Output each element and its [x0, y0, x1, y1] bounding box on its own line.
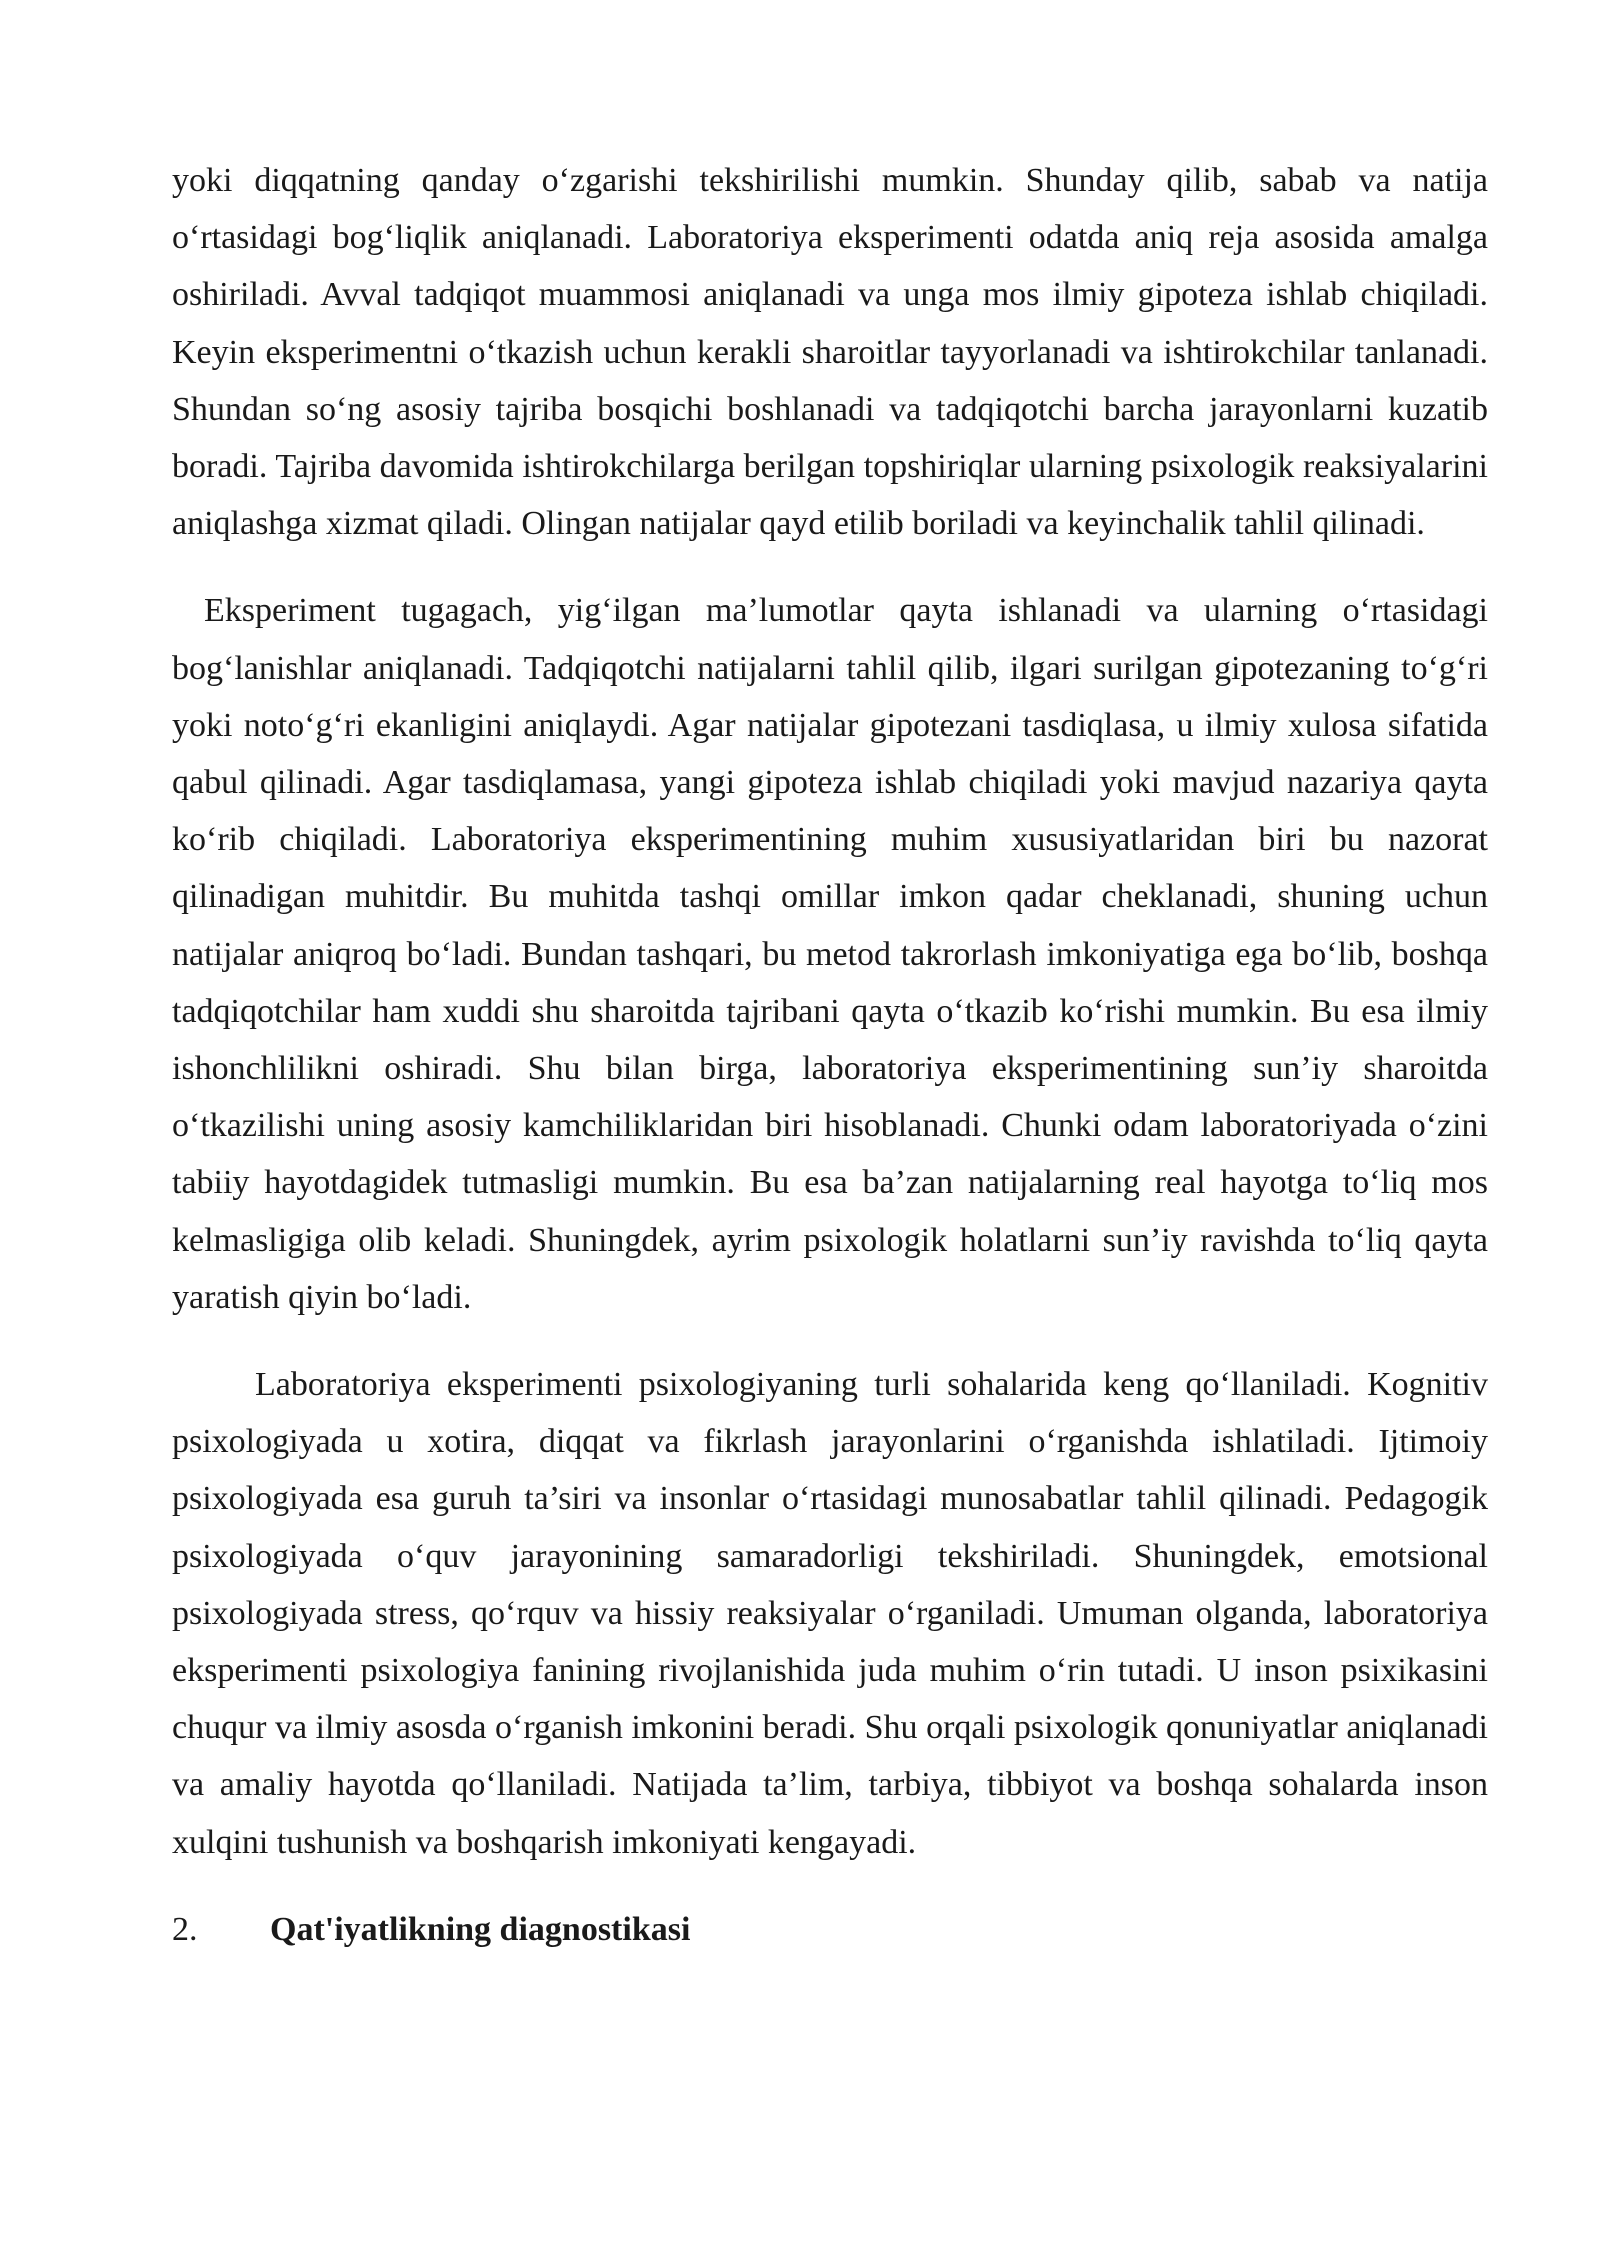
document-page — [172, 152, 1488, 1958]
section-number: 2. — [172, 1910, 198, 1948]
section-heading — [172, 1901, 1488, 1958]
body-paragraph-3: Laboratoriya eksperimenti psixologiyaning turli sohalarida keng qo‘llaniladi. Kognitiv psixologiyada u xotira, diqqat va fikrlash jarayonlarini o‘rganishda ishlatiladi. Ijtimoiy psixologiyada esa guruh ta’siri va insonlar o‘rtasidagi munosabatlar tahlil qilinadi. Pedagogik psixologiyada o‘quv jarayonining samaradorligi tekshiriladi. Shuningdek, emotsional psixologiyada stress, qo‘rquv va hissiy reaksiyalar o‘rganiladi. Umuman olganda, laboratoriya eksperimenti psixologiya fanining rivojlanishida juda muhim o‘rin tutadi. U inson psixikasini chuqur va ilmiy asosda o‘rganish imkonini beradi. Shu orqali psixologik qonuniyatlar aniqlanadi va amaliy hayotda qo‘llaniladi. Natijada ta’lim, tarbiya, tibbiyot va boshqa sohalarda inson xulqini tushunish va boshqarish imkoniyati kengayadi. — [172, 1366, 1488, 1861]
section-title: Qat'iyatlikning diagnostikasi — [270, 1910, 691, 1948]
body-paragraph-2: Eksperiment tugagach, yig‘ilgan ma’lumotlar qayta ishlanadi va ularning o‘rtasidagi bog‘lanishlar aniqlanadi. Tadqiqotchi natijalarni tahlil qilib, ilgari surilgan gipotezaning to‘g‘ri yoki noto‘g‘ri ekanligini aniqlaydi. Agar natijalar gipotezani tasdiqlasa, u ilmiy xulosa sifatida qabul qilinadi. Agar tasdiqlamasa, yangi gipoteza ishlab chiqiladi yoki mavjud nazariya qayta ko‘rib chiqiladi. Laboratoriya eksperimentining muhim xususiyatlaridan biri bu nazorat qilinadigan muhitdir. Bu muhitda tashqi omillar imkon qadar cheklanadi, shuning uchun natijalar aniqroq bo‘ladi. Bundan tashqari, bu metod takrorlash imkoniyatiga ega bo‘lib, boshqa tadqiqotchilar ham xuddi shu sharoitda tajribani qayta o‘tkazib ko‘rishi mumkin. Bu esa ilmiy ishonchlilikni oshiradi. Shu bilan birga, laboratoriya eksperimentining sun’iy sharoitda o‘tkazilishi uning asosiy kamchiliklaridan biri hisoblanadi. Chunki odam laboratoriyada o‘zini tabiiy hayotdagidek tutmasligi mumkin. Bu esa ba’zan natijalarning real hayotga to‘liq mos kelmasligiga olib keladi. Shuningdek, ayrim psixologik holatlarni sun’iy ravishda to‘liq qayta yaratish qiyin bo‘ladi. — [172, 592, 1488, 1316]
body-paragraph-1: yoki diqqatning qanday o‘zgarishi tekshirilishi mumkin. Shunday qilib, sabab va natija o‘rtasidagi bog‘liqlik aniqlanadi. Laboratoriya eksperimenti odatda aniq reja asosida amalga oshiriladi. Avval tadqiqot muammosi aniqlanadi va unga mos ilmiy gipoteza ishlab chiqiladi. Keyin eksperimentni o‘tkazish uchun kerakli sharoitlar tayyorlanadi va ishtirokchilar tanlanadi. Shundan so‘ng asosiy tajriba bosqichi boshlanadi va tadqiqotchi barcha jarayonlarni kuzatib boradi. Tajriba davomida ishtirokchilarga berilgan topshiriqlar ularning psixologik reaksiyalarini aniqlashga xizmat qiladi. Olingan natijalar qayd etilib boriladi va keyinchalik tahlil qilinadi. — [172, 162, 1488, 543]
